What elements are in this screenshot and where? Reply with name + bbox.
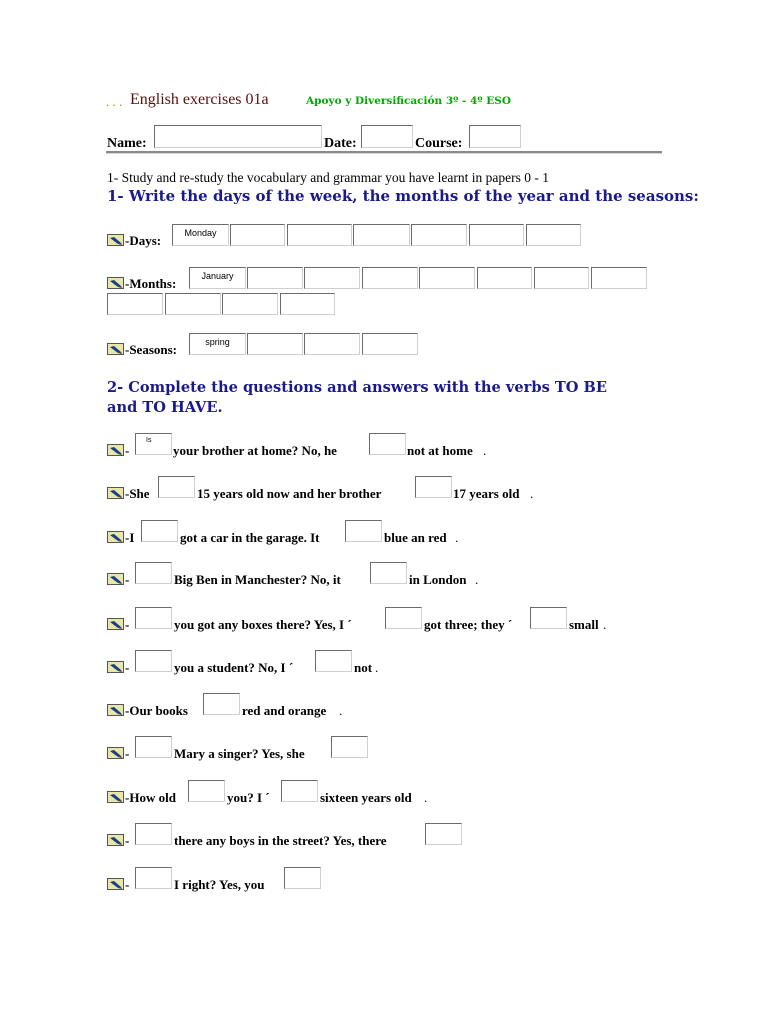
answer-field[interactable] (281, 780, 318, 802)
row-prefix: - (125, 443, 130, 458)
day-field-1[interactable] (172, 224, 229, 246)
season-field-4[interactable] (362, 333, 418, 355)
answer-field-value: Is (146, 437, 152, 444)
pencil-hand-bullet-icon (107, 747, 124, 759)
month-field-6[interactable] (477, 267, 532, 289)
course-label: Course: (415, 136, 463, 151)
page-subtitle: Apoyo y Diversificación 3º - 4º ESO (306, 95, 511, 107)
row-text: you a student? No, I ´ (174, 660, 294, 675)
row-prefix: - (125, 660, 130, 675)
pencil-hand-bullet-icon (107, 661, 124, 673)
month-field-4[interactable] (362, 267, 418, 289)
pencil-hand-bullet-icon (107, 487, 124, 499)
day-field-1-value: Monday (184, 228, 217, 238)
pencil-hand-bullet-icon (107, 618, 124, 630)
row-text: sixteen years old (320, 790, 412, 805)
month-field-3[interactable] (304, 267, 360, 289)
row-end: . (424, 790, 428, 805)
row-end: . (339, 703, 343, 718)
row-prefix: - (125, 617, 130, 632)
row-text: I right? Yes, you (174, 877, 265, 892)
answer-field[interactable] (331, 736, 368, 758)
month-field-2[interactable] (247, 267, 303, 289)
name-label: Name: (107, 136, 147, 151)
row-text: not at home (407, 443, 473, 458)
header-divider (106, 151, 662, 154)
pencil-hand-bullet-icon (107, 791, 124, 803)
answer-field[interactable] (284, 867, 321, 889)
day-field-7[interactable] (526, 224, 581, 246)
row-end: . (375, 660, 379, 675)
row-end: . (530, 486, 534, 501)
answer-field[interactable] (135, 736, 172, 758)
answer-field[interactable] (425, 823, 462, 845)
month-field-5[interactable] (419, 267, 475, 289)
answer-field[interactable] (135, 433, 172, 455)
answer-field[interactable] (369, 433, 406, 455)
row-prefix: -How old (125, 790, 176, 805)
row-text: 15 years old now and her brother (197, 486, 382, 501)
days-label: -Days: (125, 233, 162, 248)
pencil-hand-bullet-icon (107, 234, 124, 246)
answer-field[interactable] (385, 607, 422, 629)
season-field-1-value: spring (205, 337, 230, 347)
row-text: not (354, 660, 373, 675)
season-field-1[interactable] (189, 333, 246, 355)
month-field-1[interactable] (189, 267, 246, 289)
day-field-3[interactable] (287, 224, 352, 246)
answer-field[interactable] (370, 562, 407, 584)
date-field[interactable] (361, 125, 413, 148)
months-label: -Months: (125, 276, 177, 291)
row-prefix: -I (125, 530, 135, 545)
row-text: in London (409, 572, 467, 587)
answer-field[interactable] (135, 823, 172, 845)
day-field-2[interactable] (230, 224, 285, 246)
page-title: English exercises 01a (130, 91, 269, 108)
month-field-1-value: January (201, 271, 234, 281)
answer-field[interactable] (415, 476, 452, 498)
row-end: . (603, 617, 607, 632)
row-prefix: - (125, 877, 130, 892)
answer-field[interactable] (135, 650, 172, 672)
answer-field[interactable] (530, 607, 567, 629)
answer-field[interactable] (135, 867, 172, 889)
row-end: . (455, 530, 459, 545)
season-field-3[interactable] (304, 333, 360, 355)
pencil-hand-bullet-icon (107, 277, 124, 289)
row-end: . (483, 443, 487, 458)
season-field-2[interactable] (247, 333, 303, 355)
month-field-11[interactable] (222, 293, 278, 315)
month-field-10[interactable] (165, 293, 221, 315)
row-text: got a car in the garage. It (180, 530, 320, 545)
pencil-hand-bullet-icon (107, 343, 124, 355)
answer-field[interactable] (158, 476, 195, 498)
answer-field[interactable] (203, 693, 240, 715)
pencil-hand-bullet-icon (107, 573, 124, 585)
title-dots: . . . (106, 94, 123, 109)
day-field-6[interactable] (469, 224, 524, 246)
row-prefix: -Our books (125, 703, 188, 718)
name-field[interactable] (154, 125, 322, 148)
row-text: blue an red (384, 530, 447, 545)
month-field-7[interactable] (534, 267, 589, 289)
row-text: Mary a singer? Yes, she (174, 746, 305, 761)
row-prefix: - (125, 572, 130, 587)
row-text: Big Ben in Manchester? No, it (174, 572, 341, 587)
day-field-5[interactable] (411, 224, 467, 246)
row-text: you? I ´ (227, 790, 270, 805)
seasons-label: -Seasons: (125, 342, 178, 357)
date-label: Date: (324, 136, 357, 151)
day-field-4[interactable] (353, 224, 410, 246)
row-prefix: - (125, 746, 130, 761)
row-end: . (475, 572, 479, 587)
answer-field[interactable] (188, 780, 225, 802)
row-text: there any boys in the street? Yes, there (174, 833, 387, 848)
month-field-8[interactable] (591, 267, 647, 289)
answer-field[interactable] (345, 520, 382, 542)
month-field-12[interactable] (280, 293, 335, 315)
pencil-hand-bullet-icon (107, 704, 124, 716)
section2-heading: 2- Complete the questions and answers with the verbs TO BE and TO HAVE. (107, 379, 607, 416)
row-text: your brother at home? No, he (173, 443, 337, 458)
answer-field[interactable] (135, 607, 172, 629)
course-field[interactable] (469, 125, 521, 148)
answer-field[interactable] (315, 650, 352, 672)
row-text: you got any boxes there? Yes, I ´ (174, 617, 352, 632)
section1-heading: 1- Write the days of the week, the months of the year and the seasons: (107, 187, 699, 205)
row-text: small (569, 617, 599, 632)
row-text: 17 years old (453, 486, 520, 501)
pencil-hand-bullet-icon (107, 834, 124, 846)
row-text: red and orange (242, 703, 327, 718)
pencil-hand-bullet-icon (107, 531, 124, 543)
answer-field[interactable] (135, 562, 172, 584)
intro-text: 1- Study and re-study the vocabulary and grammar you have learnt in papers 0 - 1 (107, 170, 549, 185)
pencil-hand-bullet-icon (107, 878, 124, 890)
row-text: got three; they ´ (424, 617, 513, 632)
month-field-9[interactable] (107, 293, 163, 315)
row-prefix: - (125, 833, 130, 848)
pencil-hand-bullet-icon (107, 444, 124, 456)
answer-field[interactable] (141, 520, 178, 542)
row-prefix: -She (125, 486, 150, 501)
